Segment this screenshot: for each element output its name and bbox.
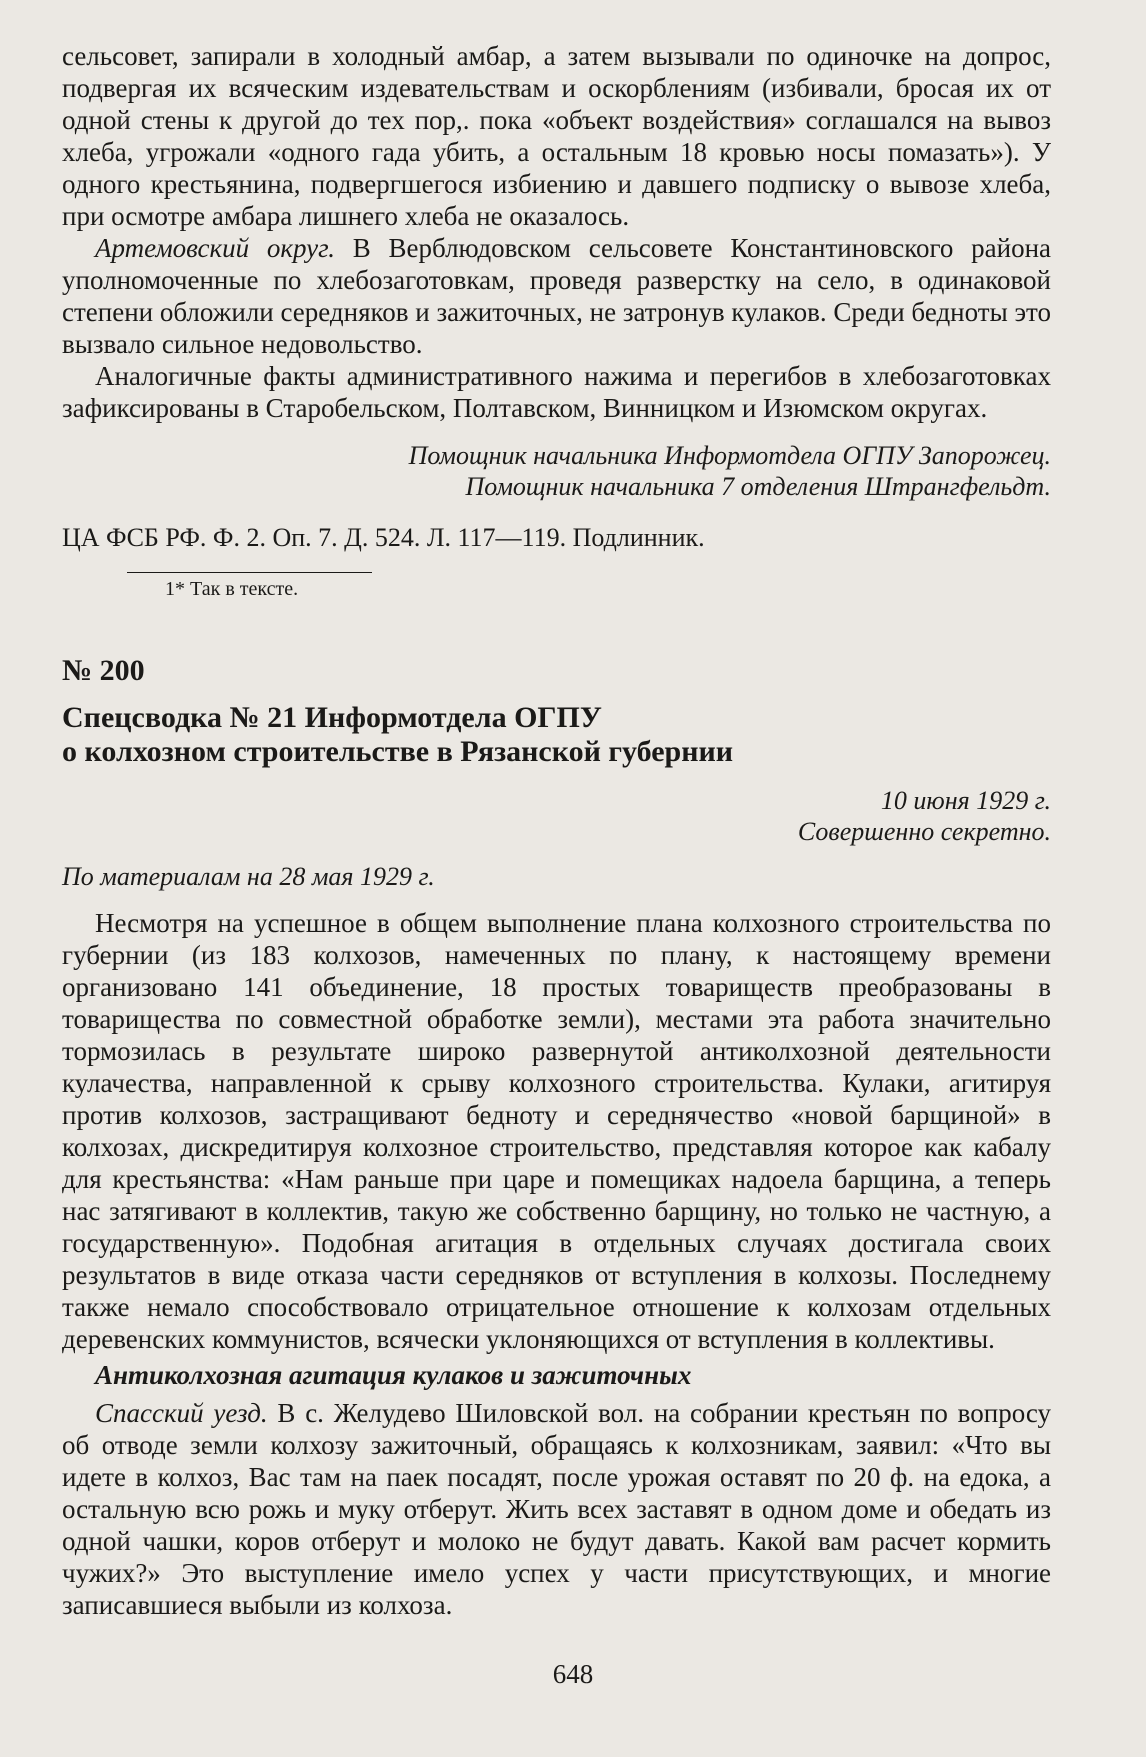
- paragraph-text: В Верблюдовском сельсовете Константиновского района уполномоченные по хлебозаготовкам, проведя разверстку на село, в одинаковой степени обложили середняков и зажиточных, не затронув кулаков. Среди бедноты это вызвало сильное недовольство.: [62, 233, 1051, 359]
- region-name: Артемовский округ.: [95, 233, 336, 263]
- footnote: 1* Так в тексте.: [165, 578, 299, 600]
- footnote-divider: [127, 572, 372, 573]
- document-title-line-2: о колхозном строительстве в Рязанской губернии: [62, 735, 734, 768]
- section-subheading: Антиколхозная агитация кулаков и зажиточных: [95, 1360, 692, 1390]
- document-title-line-1: Спецсводка № 21 Информотдела ОГПУ: [62, 701, 602, 734]
- classification-stamp: Совершенно секретно.: [797, 817, 1051, 846]
- archive-source: ЦА ФСБ РФ. Ф. 2. Оп. 7. Д. 524. Л. 117—119. Подлинник.: [62, 523, 705, 552]
- signature-line-1: Помощник начальника Информотдела ОГПУ Запорожец.: [408, 441, 1051, 470]
- paragraph-text: В с. Желудево Шиловской вол. на собрании крестьян по вопросу об отводе земли колхозу зажиточный, обращаясь к колхозникам, заявил: «Что вы идете в колхоз, Вас там на паек посадят, после урожая оставят по 20 ф. на едока, а остальную всю рожь и муку отберут. Жить всех заставят в одном доме и обедать из одной чашки, коров отберут и молоко не будут давать. Какой вам расчет кормить чужих?» Это выступление имело успех у части присутствующих, и многие записавшиеся выбыли из колхоза.: [62, 1398, 1051, 1620]
- paragraph-continuation: сельсовет, запирали в холодный амбар, а затем вызывали по одиночке на допрос, подвергая их всяческим издевательствам и оскорблениям (избивали, бросая их от одной стены к другой до тех пор,. пока «объект воздействия» соглашался на вывоз хлеба, угрожали «одного гада убить, а остальным 18 кровью носы помазать»). У одного крестьянина, подвергшегося избиению и давшего подписку о вывозе хлеба, при осмотре амбара лишнего хлеба не оказалось.: [62, 41, 1051, 231]
- paragraph-spassky: [62, 1397, 1051, 1621]
- signature-line-2: Помощник начальника 7 отделения Штрангфельдт.: [465, 472, 1051, 501]
- document-date: 10 июня 1929 г.: [880, 786, 1051, 815]
- paragraph-artemovsk: [62, 232, 1051, 360]
- document-number: № 200: [62, 654, 145, 687]
- paragraph-similar-facts: Аналогичные факты административного нажима и перегибов в хлебозаготовках зафиксированы в Старобельском, Полтавском, Винницком и Изюмском округах.: [62, 361, 1051, 423]
- paragraph-main: Несмотря на успешное в общем выполнение плана колхозного строительства по губернии (из 183 колхозов, намеченных по плану, к настоящему времени организовано 141 объединение, 18 простых товариществ преобразованы в товарищества по совместной обработке земли), местами эта работа значительно тормозилась в результате широко развернутой антиколхозной деятельности кулачества, направленной к срыву колхозного строительства. Кулаки, агитируя против колхозов, застращивают бедноту и середнячество «новой барщиной» в колхозах, дискредитируя колхозное строительство, представляя которое как кабалу для крестьянства: «Нам раньше при царе и помещиках надоела барщина, а теперь нас затягивают в коллектив, такую же собственно барщину, но только не частную, а государственную». Подобная агитация в отдельных случаях достигала своих результатов в виде отказа части середняков от вступления в колхозы. Последнему также немало способствовало отрицательное отношение к колхозам отдельных деревенских коммунистов, всячески уклоняющихся от вступления в коллективы.: [62, 908, 1051, 1354]
- region-name: Спасский уезд.: [95, 1398, 268, 1428]
- materials-note: По материалам на 28 мая 1929 г.: [62, 862, 435, 891]
- page-number: 648: [552, 1659, 594, 1689]
